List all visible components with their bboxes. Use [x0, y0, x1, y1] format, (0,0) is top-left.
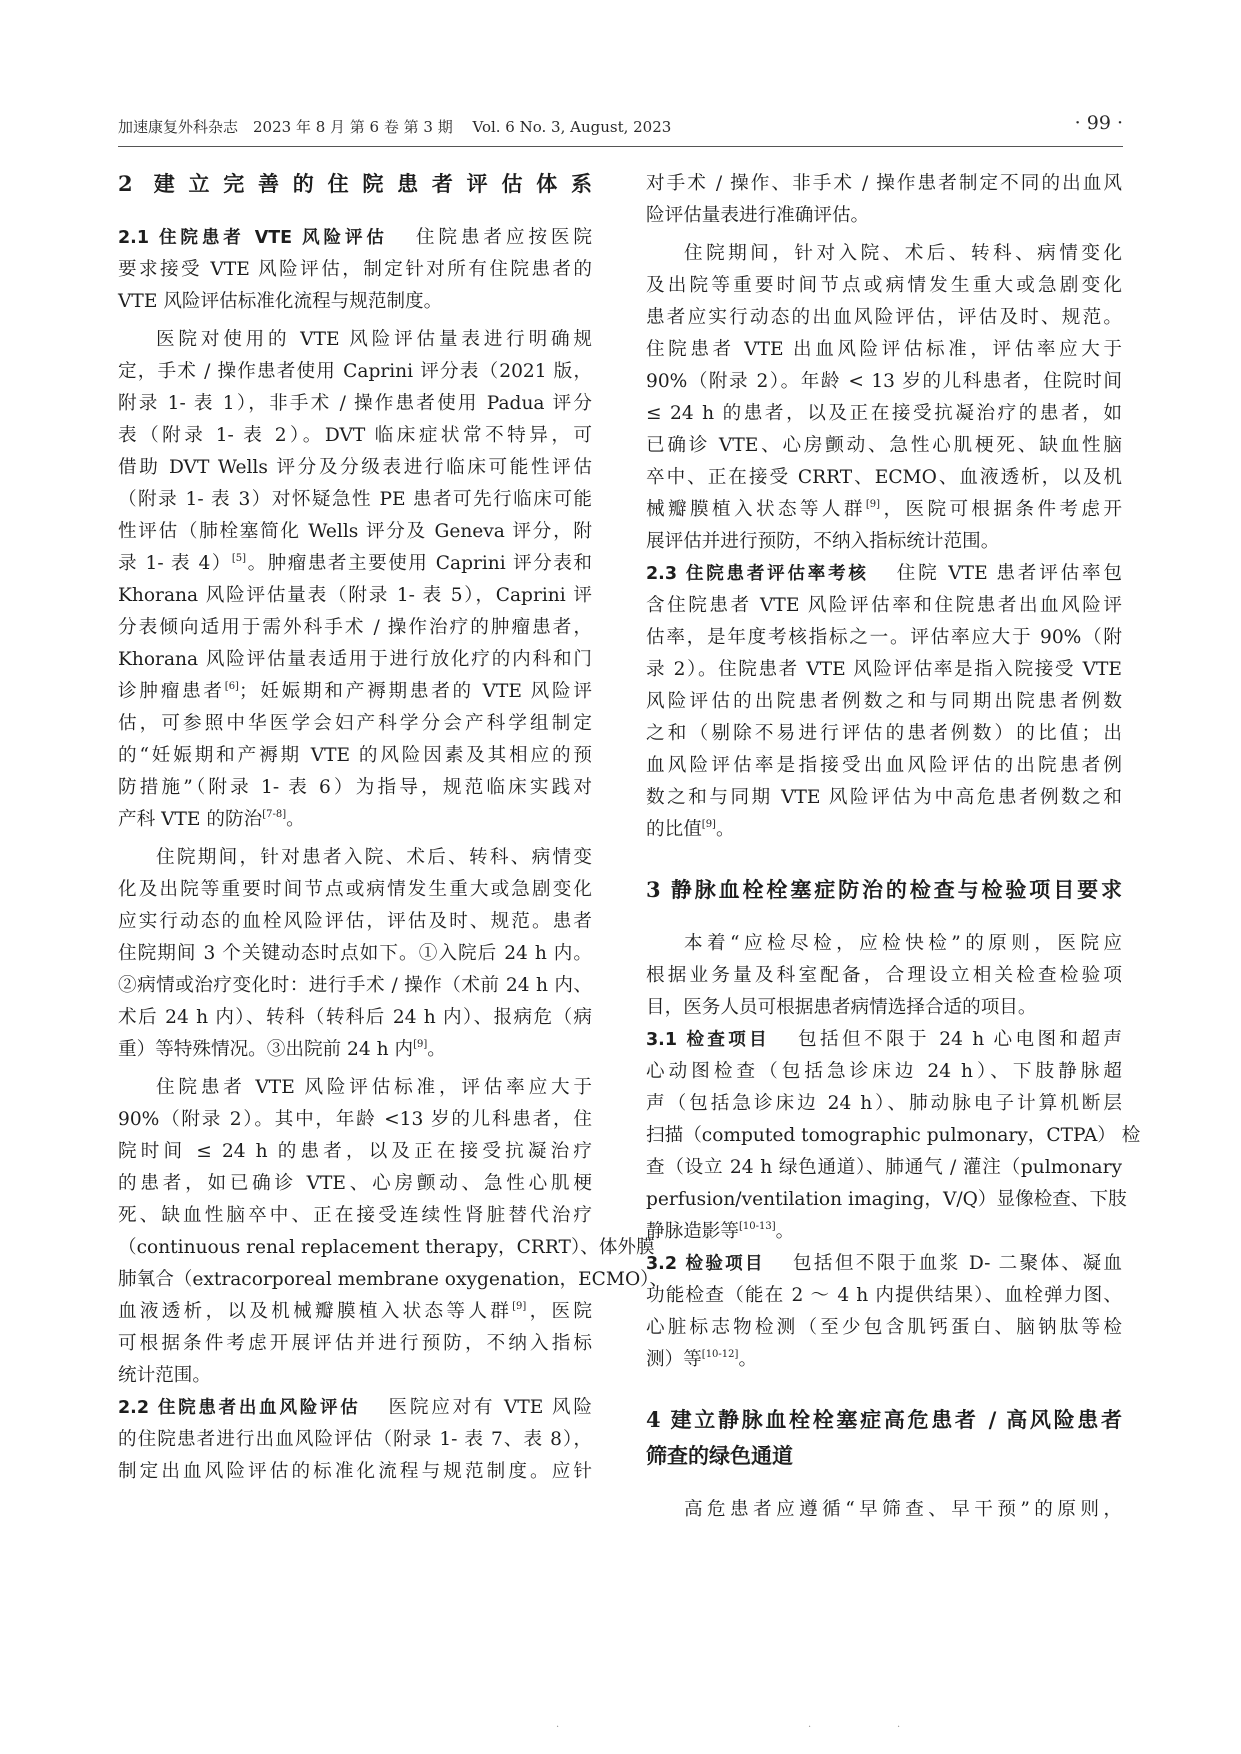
line-text: 死、缺血性脑卒中、正在接受连续性肾脏替代治疗 — [118, 1205, 592, 1226]
text-line — [646, 929, 1122, 959]
line-text: 筛查的绿色通道 — [646, 1443, 793, 1468]
line-text: 住院患者 VTE 风险评估标准，评估率应大于 — [156, 1077, 592, 1098]
line-text: 包括但不限于 24 h 心电图和超声 — [798, 1029, 1122, 1050]
line-text-cont: 。 — [738, 1349, 758, 1370]
text-line — [646, 463, 1122, 493]
line-text: perfusion/ventilation imaging，V/Q）显像检查、下肢 — [646, 1189, 1127, 1210]
subsection-heading: 2.2 住院患者出血风险评估 — [118, 1398, 361, 1418]
text-line — [646, 687, 1122, 717]
text-line — [118, 581, 592, 611]
subsection-heading: 2.1 住院患者 VTE 风险评估 — [118, 228, 388, 248]
text-line — [646, 559, 1122, 589]
line-text: 住院 VTE 患者评估率包 — [896, 563, 1122, 584]
text-line — [646, 993, 1122, 1023]
line-text: 住院患者应按医院 — [415, 227, 592, 248]
text-line — [118, 875, 592, 905]
line-text: 住院患者 VTE 出血风险评估标准，评估率应大于 — [646, 339, 1122, 360]
citation-ref: [9] — [413, 1039, 428, 1050]
text-line — [646, 1025, 1122, 1055]
line-text: 测）等 — [646, 1349, 702, 1370]
text-line — [118, 1265, 669, 1295]
line-text: 院时间 ≤ 24 h 的患者，以及正在接受抗凝治疗 — [118, 1141, 592, 1162]
text-line — [118, 1073, 592, 1103]
line-text-cont: ；妊娠期和产褥期患者的 VTE 风险评 — [238, 681, 592, 702]
text-line — [118, 741, 592, 771]
line-text: 械瓣膜植入状态等人群 — [646, 499, 866, 520]
citation-ref: [10-12] — [701, 1349, 739, 1360]
line-text: 90%（附录 2）。其中，年龄 <13 岁的儿科患者，住 — [118, 1109, 592, 1130]
line-text: 医院对使用的 VTE 风险评估量表进行明确规 — [156, 329, 592, 350]
text-line — [118, 677, 592, 707]
line-text: 估，可参照中华医学会妇产科学分会产科学组制定 — [118, 713, 592, 734]
line-text: 已确诊 VTE、心房颤动、急性心肌梗死、缺血性脑 — [646, 435, 1122, 456]
text-line — [118, 1297, 592, 1327]
citation-ref: [9] — [512, 1301, 527, 1312]
line-text-cont: 。 — [775, 1221, 795, 1242]
text-line — [118, 1233, 655, 1263]
text-line — [646, 1313, 1122, 1343]
line-text-cont: 。 — [715, 819, 735, 840]
text-line — [118, 843, 592, 873]
line-text: 医院应对有 VTE 风险 — [388, 1397, 592, 1418]
line-text: 的患者，如已确诊 VTE、心房颤动、急性心肌梗 — [118, 1173, 592, 1194]
text-line — [646, 1345, 1122, 1375]
text-line — [646, 815, 1122, 845]
line-text: 的“妊娠期和产褥期 VTE 的风险因素及其相应的预 — [118, 745, 592, 766]
text-line — [118, 1329, 592, 1359]
line-text: 扫描（computed tomographic pulmonary，CTPA） 检 — [646, 1125, 1141, 1146]
line-text: 展评估并进行预防，不纳入指标统计范围。 — [646, 531, 1000, 552]
line-text: 统计范围。 — [118, 1365, 211, 1386]
running-header — [118, 112, 1123, 142]
text-line — [646, 201, 1122, 231]
text-line — [646, 591, 1122, 621]
section-heading — [646, 1405, 1122, 1435]
line-text: Khorana 风险评估量表（附录 1- 表 5），Caprini 评 — [118, 585, 592, 606]
line-text: 本着“应检尽检，应检快检”的原则，医院应 — [684, 933, 1122, 954]
text-line — [646, 335, 1122, 365]
text-line — [118, 1169, 592, 1199]
text-line — [646, 1089, 1122, 1119]
line-text: 可根据条件考虑开展评估并进行预防，不纳入指标 — [118, 1333, 592, 1354]
line-text: 心动图检查（包括急诊床边 24 h）、下肢静脉超 — [646, 1061, 1122, 1082]
line-text: 90%（附录 2）。年龄 < 13 岁的儿科患者，住院时间 — [646, 371, 1122, 392]
line-text: 借助 DVT Wells 评分及分级表进行临床可能性评估 — [118, 457, 592, 478]
text-line — [118, 1201, 592, 1231]
line-text: 录 2）。住院患者 VTE 风险评估率是指入院接受 VTE — [646, 659, 1122, 680]
line-text: 4 建立静脉血栓栓塞症高危患者 / 高风险患者 — [646, 1407, 1122, 1432]
line-text: 应实行动态的血栓风险评估，评估及时、规范。患者 — [118, 911, 592, 932]
text-line — [118, 971, 592, 1001]
subsection-heading: 3.2 检验项目 — [646, 1254, 765, 1274]
line-text: 根据业务量及科室配备，合理设立相关检查检验项 — [646, 965, 1122, 986]
footer-mark: · — [808, 1722, 812, 1733]
text-line — [646, 961, 1122, 991]
line-text: 数之和与同期 VTE 风险评估为中高危患者例数之和 — [646, 787, 1122, 808]
line-text: 声（包括急诊床边 24 h）、肺动脉电子计算机断层 — [646, 1093, 1122, 1114]
text-line — [646, 1217, 1122, 1247]
text-line — [118, 1457, 592, 1487]
text-line — [646, 271, 1122, 301]
line-text: 住院期间，针对入院、术后、转科、病情变化 — [684, 243, 1122, 264]
line-text: Khorana 风险评估量表适用于进行放化疗的内科和门 — [118, 649, 592, 670]
text-line — [646, 399, 1122, 429]
citation-ref: [10-13] — [738, 1221, 776, 1232]
line-text: 的住院患者进行出血风险评估（附录 1- 表 7、表 8）， — [118, 1429, 592, 1450]
text-line — [118, 907, 592, 937]
text-line — [646, 655, 1122, 685]
page-number: · 99 · — [1074, 112, 1123, 134]
line-text-cont: 。肿瘤患者主要使用 Caprini 评分表和 — [246, 553, 592, 574]
line-text: 血风险评估率是指接受出血风险评估的出院患者例 — [646, 755, 1122, 776]
text-line — [118, 645, 592, 675]
section-heading — [118, 169, 592, 199]
line-text: 制定出血风险评估的标准化流程与规范制度。应针 — [118, 1461, 592, 1482]
text-line — [118, 939, 592, 969]
line-text: 险评估量表进行准确评估。 — [646, 205, 870, 226]
citation-ref: [7-8] — [262, 809, 287, 820]
line-text: 表（附录 1- 表 2）。DVT 临床症状常不特异，可 — [118, 425, 592, 446]
text-line — [118, 805, 592, 835]
line-text: 的比值 — [646, 819, 702, 840]
text-line — [118, 421, 592, 451]
footer-mark: · — [897, 1722, 901, 1733]
text-line — [118, 1425, 592, 1455]
line-text: 查（设立 24 h 绿色通道）、肺通气 / 灌注（pulmonary — [646, 1157, 1122, 1178]
line-text: 性评估（肺栓塞简化 Wells 评分及 Geneva 评分，附 — [118, 521, 592, 542]
text-line — [118, 389, 592, 419]
section-heading — [646, 875, 1122, 905]
line-text: 分表倾向适用于需外科手术 / 操作治疗的肿瘤患者， — [118, 617, 592, 638]
line-text: 防措施”（附录 1- 表 6）为指导，规范临床实践对 — [118, 777, 592, 798]
line-text: 住院期间，针对患者入院、术后、转科、病情变 — [156, 847, 592, 868]
text-line — [118, 453, 592, 483]
text-line — [646, 1153, 1122, 1183]
line-text: 之和（剔除不易进行评估的患者例数）的比值；出 — [646, 723, 1122, 744]
text-line — [118, 223, 592, 253]
line-text: 录 1- 表 4） — [118, 553, 232, 574]
line-text: （continuous renal replacement therapy，CRRT）、体外膜 — [118, 1237, 655, 1258]
text-line — [646, 1495, 1122, 1525]
line-text: 高危患者应遵循“早筛查、早干预”的原则， — [684, 1499, 1122, 1520]
text-line — [118, 255, 592, 285]
subsection-heading: 2.3 住院患者评估率考核 — [646, 564, 869, 584]
text-line — [118, 1003, 592, 1033]
line-text: 静脉造影等 — [646, 1221, 739, 1242]
text-line — [646, 303, 1122, 333]
text-line — [646, 1185, 1127, 1215]
text-line — [646, 1057, 1122, 1087]
text-line — [646, 1249, 1122, 1279]
citation-ref: [9] — [701, 819, 716, 830]
text-line — [118, 287, 592, 317]
line-text: 重）等特殊情况。③出院前 24 h 内 — [118, 1039, 414, 1060]
line-text: 目，医务人员可根据患者病情选择合适的项目。 — [646, 997, 1037, 1018]
text-line — [118, 1137, 592, 1167]
text-line — [646, 239, 1122, 269]
line-text-cont: ，医院可根据条件考虑开 — [880, 499, 1122, 520]
text-line — [118, 613, 592, 643]
line-text: 卒中、正在接受 CRRT、ECMO、血液透析，以及机 — [646, 467, 1122, 488]
line-text: VTE 风险评估标准化流程与规范制度。 — [118, 291, 443, 312]
text-line — [118, 773, 592, 803]
subsection-heading: 3.1 检查项目 — [646, 1030, 771, 1050]
text-line — [646, 495, 1122, 525]
text-line — [118, 549, 592, 579]
text-line — [646, 367, 1122, 397]
journal-info: 加速康复外科杂志 2023 年 8 月 第 6 卷 第 3 期 Vol. 6 No. 3, August, 2023 — [118, 118, 672, 136]
line-text: 要求接受 VTE 风险评估，制定针对所有住院患者的 — [118, 259, 592, 280]
text-line — [118, 1035, 592, 1065]
line-text: （附录 1- 表 3）对怀疑急性 PE 患者可先行临床可能 — [118, 489, 592, 510]
line-text: 住院期间 3 个关键动态时点如下。①入院后 24 h 内。 — [118, 943, 592, 964]
text-line — [118, 1105, 592, 1135]
line-text: 附录 1- 表 1），非手术 / 操作患者使用 Padua 评分 — [118, 393, 592, 414]
text-line — [646, 1121, 1141, 1151]
citation-ref: [6] — [224, 681, 239, 692]
line-text: ≤ 24 h 的患者，以及正在接受抗凝治疗的患者，如 — [646, 403, 1122, 424]
line-text-cont: 。 — [286, 809, 305, 830]
text-line — [118, 1393, 592, 1423]
line-text: 对手术 / 操作、非手术 / 操作患者制定不同的出血风 — [646, 173, 1122, 194]
text-line — [646, 169, 1122, 199]
text-line — [118, 517, 592, 547]
footer-mark: · — [556, 1722, 560, 1733]
line-text: 2 建立完善的住院患者评估体系 — [118, 171, 592, 196]
line-text: 含住院患者 VTE 风险评估率和住院患者出血风险评 — [646, 595, 1122, 616]
line-text: 肺氧合（extracorporeal membrane oxygenation，ECMO）、 — [118, 1269, 669, 1290]
text-line — [646, 527, 1122, 557]
line-text: 心脏标志物检测（至少包含肌钙蛋白、脑钠肽等检 — [646, 1317, 1122, 1338]
line-text: 包括但不限于血浆 D- 二聚体、凝血 — [792, 1253, 1123, 1274]
text-line — [646, 1281, 1122, 1311]
line-text: 及出院等重要时间节点或病情发生重大或急剧变化 — [646, 275, 1122, 296]
line-text: 产科 VTE 的防治 — [118, 809, 263, 830]
line-text: 风险评估的出院患者例数之和与同期出院患者例数 — [646, 691, 1122, 712]
line-text: 3 静脉血栓栓塞症防治的检查与检验项目要求 — [646, 877, 1122, 902]
text-line — [118, 325, 592, 355]
text-line — [646, 751, 1122, 781]
line-text-cont: 。 — [427, 1039, 446, 1060]
text-line — [118, 709, 592, 739]
line-text: 功能检查（能在 2 ～ 4 h 内提供结果）、血栓弹力图、 — [646, 1285, 1122, 1306]
citation-ref: [5] — [231, 553, 247, 564]
line-text: 患者应实行动态的出血风险评估，评估及时、规范。 — [646, 307, 1122, 328]
line-text-cont: ，医院 — [526, 1301, 592, 1322]
citation-ref: [9] — [865, 499, 881, 510]
section-heading — [646, 1441, 1122, 1471]
text-line — [118, 1361, 592, 1391]
header-divider — [118, 146, 1123, 147]
text-line — [118, 485, 592, 515]
text-line — [646, 783, 1122, 813]
line-text: 化及出院等重要时间节点或病情发生重大或急剧变化 — [118, 879, 592, 900]
text-line — [646, 431, 1122, 461]
line-text: 估率，是年度考核指标之一。评估率应大于 90%（附 — [646, 627, 1122, 648]
text-line — [646, 719, 1122, 749]
text-line — [646, 623, 1122, 653]
text-line — [118, 357, 592, 387]
line-text: 定，手术 / 操作患者使用 Caprini 评分表（2021 版， — [118, 361, 592, 382]
line-text: 诊肿瘤患者 — [118, 681, 225, 702]
line-text: ②病情或治疗变化时：进行手术 / 操作（术前 24 h 内、 — [118, 975, 592, 996]
line-text: 血液透析，以及机械瓣膜植入状态等人群 — [118, 1301, 513, 1322]
line-text: 术后 24 h 内）、转科（转科后 24 h 内）、报病危（病 — [118, 1007, 592, 1028]
